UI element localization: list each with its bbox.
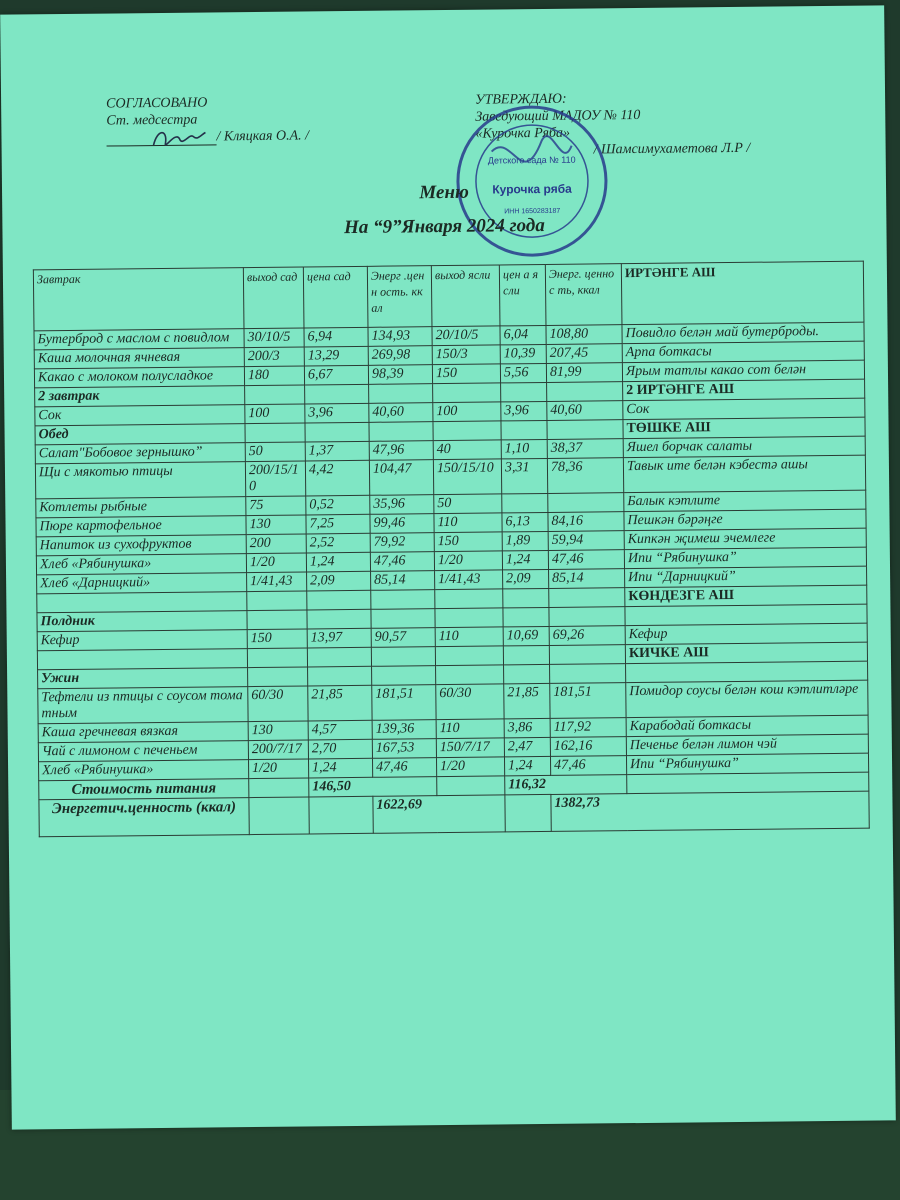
cell-eg: 47,96	[369, 441, 433, 461]
dish-name: Какао с молоком полусладкое	[34, 367, 244, 388]
col-price-garden: цена сад	[303, 266, 368, 328]
cell-og: 30/10/5	[244, 328, 304, 348]
cost-empty	[627, 772, 869, 794]
cell-en: 78,36	[547, 458, 623, 494]
approved-label: УТВЕРЖДАЮ:	[475, 91, 567, 108]
dish-tatar: Яшел борчак салаты	[623, 436, 865, 458]
org-name: «Курочка Ряба»	[475, 125, 571, 142]
cell-eg	[369, 384, 433, 404]
dish-tatar: Кипкән җимеш эчемлеге	[624, 528, 866, 550]
dish-tatar: Печенье белән лимон чэй	[626, 734, 868, 756]
cell-on: 110	[434, 513, 502, 533]
cell-pg: 4,57	[308, 720, 372, 740]
dish-name: Каша гречневая вязкая	[38, 722, 248, 743]
dish-tatar	[626, 661, 868, 683]
cell-on: 100	[433, 402, 501, 422]
dish-name: Ужин	[38, 668, 248, 689]
cell-pn	[504, 664, 550, 683]
cell-en: 85,14	[549, 569, 625, 589]
dish-tatar: Помидор соусы белән кош кэтлитләре	[626, 680, 868, 718]
cell-og: 130	[248, 721, 308, 741]
cell-og: 1/20	[246, 553, 306, 573]
cell-en: 207,45	[546, 344, 622, 364]
col-out-garden: выход сад	[243, 267, 304, 329]
cell-eg: 79,92	[370, 533, 434, 553]
cell-on: 150/7/17	[436, 738, 504, 758]
cell-on: 1/20	[436, 757, 504, 777]
dish-tatar	[625, 604, 867, 626]
dish-tatar: Ипи “Рябинушка”	[624, 547, 866, 569]
cost-empty	[249, 778, 309, 798]
nurse-role: Ст. медсестра	[106, 112, 198, 129]
cell-pn: 2,09	[503, 569, 549, 588]
dish-name: Котлеты рыбные	[36, 497, 246, 518]
cell-eg: 269,98	[368, 346, 432, 366]
cell-pn: 6,04	[500, 325, 546, 344]
cost-empty	[437, 776, 505, 796]
cell-pn: 10,69	[503, 626, 549, 645]
head-role: Заведующий МАДОУ № 110	[475, 107, 641, 125]
cell-og: 100	[245, 404, 305, 424]
cell-en: 117,92	[550, 718, 626, 738]
cell-on	[435, 646, 503, 666]
cell-og: 60/30	[248, 686, 308, 722]
cell-on: 40	[433, 440, 501, 460]
cell-pn: 10,39	[500, 344, 546, 363]
energy-empty	[309, 796, 373, 834]
dish-name: Пюре картофельное	[36, 516, 246, 537]
cell-pg: 3,96	[305, 403, 369, 423]
cell-pg	[308, 666, 372, 686]
cell-on: 20/10/5	[432, 326, 500, 346]
dish-name: Каша молочная ячневая	[34, 348, 244, 369]
cell-og	[248, 667, 308, 687]
head-name: / Шамсимухаметова Л.Р /	[593, 140, 751, 158]
dish-name: Щи с мякотью птицы	[35, 462, 245, 499]
cell-eg	[372, 666, 436, 686]
cell-on: 110	[435, 627, 503, 647]
cell-pn	[501, 382, 547, 401]
cell-on: 150	[434, 532, 502, 552]
cell-pg	[307, 609, 371, 629]
cell-pn: 6,13	[502, 512, 548, 531]
cell-pn: 21,85	[504, 683, 550, 718]
cell-og: 180	[244, 366, 304, 386]
dish-tatar: Пешкән бәрәңге	[624, 509, 866, 531]
cell-on: 50	[434, 494, 502, 514]
cell-pg	[307, 647, 371, 667]
cell-en: 47,46	[550, 756, 626, 776]
menu-table	[33, 261, 870, 838]
cell-on	[433, 421, 501, 441]
cell-pg: 2,70	[308, 739, 372, 759]
page-title: Меню	[419, 181, 469, 204]
nurse-signature	[149, 124, 209, 153]
dish-tatar: Ипи “Рябинушка”	[626, 753, 868, 775]
dish-tatar: Балык кэтлите	[624, 490, 866, 512]
cost-garden: 146,50	[309, 777, 437, 797]
cell-pg	[305, 422, 369, 442]
cell-pg: 2,09	[307, 571, 371, 591]
cell-eg: 99,46	[370, 514, 434, 534]
cell-en: 162,16	[550, 737, 626, 757]
col-tatar: ИРТӘНГЕ АШ	[621, 261, 864, 325]
cell-og: 130	[246, 515, 306, 535]
cell-pg: 1,37	[305, 441, 369, 461]
cost-nursery: 116,32	[505, 775, 627, 795]
cell-pn: 1,89	[502, 531, 548, 550]
dish-name: Салат"Бобовое зернышко”	[35, 443, 245, 464]
dish-tatar: Кефир	[625, 623, 867, 645]
cell-en: 108,80	[546, 325, 622, 345]
cell-on: 110	[436, 719, 504, 739]
cell-en	[549, 588, 625, 608]
cell-pn: 5,56	[500, 363, 546, 382]
dish-tatar: Ипи “Дарницкий”	[625, 566, 867, 588]
cell-og: 200/7/17	[248, 740, 308, 760]
dish-name: Хлеб «Рябинушка»	[36, 554, 246, 575]
energy-empty	[505, 794, 551, 831]
cell-pn: 3,96	[501, 401, 547, 420]
col-out-nursery: выход ясли	[431, 265, 500, 327]
cell-pn: 3,31	[501, 458, 547, 493]
cell-pg: 13,97	[307, 628, 371, 648]
cell-eg: 167,53	[372, 739, 436, 759]
dish-tatar: ТӨШКЕ АШ	[623, 417, 865, 439]
cell-on	[433, 383, 501, 403]
stamp-center-text: Курочка ряба	[492, 181, 572, 197]
dish-name: Обед	[35, 424, 245, 445]
cell-on	[435, 608, 503, 628]
cell-pg: 0,52	[306, 495, 370, 515]
cell-pg: 1,24	[308, 758, 372, 778]
cell-pg: 7,25	[306, 514, 370, 534]
cell-pn: 1,10	[501, 439, 547, 458]
dish-name: Хлеб «Рябинушка»	[39, 760, 249, 781]
col-energy-garden: Энерг .ценн ость. ккал	[367, 266, 432, 328]
cell-en	[549, 645, 625, 665]
cell-pn: 1,24	[504, 756, 550, 775]
cell-en	[547, 382, 623, 402]
energy-garden: 1622,69	[373, 795, 505, 833]
dish-tatar: Сок	[623, 398, 865, 420]
cell-pn	[501, 420, 547, 439]
cell-on: 60/30	[436, 684, 504, 720]
dish-tatar: Карабодай боткасы	[626, 715, 868, 737]
cell-eg: 35,96	[370, 495, 434, 515]
cell-en	[548, 493, 624, 513]
dish-tatar: Ярым татлы какао сот белән	[622, 360, 864, 382]
col-meal: Завтрак	[33, 268, 244, 331]
dish-name	[37, 592, 247, 613]
cell-on: 150/15/10	[433, 459, 501, 495]
cell-on: 1/41,43	[435, 570, 503, 590]
cell-og: 200/3	[244, 347, 304, 367]
cell-eg: 104,47	[369, 460, 433, 496]
cell-pn	[502, 493, 548, 512]
cell-pg: 2,52	[306, 533, 370, 553]
cell-og: 50	[245, 442, 305, 462]
menu-date: На “9”Января 2024 года	[343, 214, 545, 239]
dish-name: Чай с лимоном с печеньем	[38, 741, 248, 762]
stamp-inn: ИНН 1650283187	[504, 207, 561, 216]
col-price-nursery: цен а ясли	[499, 264, 546, 325]
dish-name: 2 завтрак	[35, 386, 245, 407]
cell-og: 1/41,43	[247, 572, 307, 592]
dish-tatar: КИЧКЕ АШ	[625, 642, 867, 664]
cell-og	[245, 385, 305, 405]
dish-name: Хлеб «Дарницкий»	[37, 573, 247, 594]
cost-label: Стоимость питания	[39, 779, 249, 800]
cell-en	[549, 607, 625, 627]
cell-eg: 134,93	[368, 327, 432, 347]
dish-name: Тефтели из птицы с соусом томатным	[38, 687, 248, 724]
cell-en: 38,37	[547, 439, 623, 459]
cell-pn	[503, 588, 549, 607]
dish-tatar: Повидло белән май бутерброды.	[622, 322, 864, 344]
cell-eg: 47,46	[372, 758, 436, 778]
cell-pg: 4,42	[305, 460, 369, 496]
cell-pg	[305, 384, 369, 404]
cell-en	[550, 664, 626, 684]
cell-pn: 1,24	[502, 550, 548, 569]
cell-og: 200	[246, 534, 306, 554]
cell-en	[547, 420, 623, 440]
cell-eg: 181,51	[372, 685, 436, 721]
cell-og	[247, 648, 307, 668]
cell-pg: 13,29	[304, 346, 368, 366]
cell-og	[247, 591, 307, 611]
dish-name: Бутерброд с маслом с повидлом	[34, 329, 244, 350]
cell-en: 47,46	[548, 550, 624, 570]
table-header-row	[33, 261, 864, 331]
cell-en: 181,51	[550, 683, 626, 719]
menu-sheet	[0, 5, 896, 1129]
cell-on	[436, 665, 504, 685]
cell-en: 59,94	[548, 531, 624, 551]
cell-og	[247, 610, 307, 630]
cell-eg	[371, 609, 435, 629]
cell-en: 84,16	[548, 512, 624, 532]
cell-pg: 1,24	[306, 552, 370, 572]
cell-en: 40,60	[547, 401, 623, 421]
cell-on: 1/20	[434, 551, 502, 571]
energy-row	[39, 791, 869, 837]
cell-og: 75	[246, 496, 306, 516]
cell-eg	[371, 647, 435, 667]
energy-empty	[249, 797, 309, 835]
col-energy-nursery: Энерг. ценнос ть, ккал	[545, 264, 622, 326]
cell-on	[435, 589, 503, 609]
cell-en: 81,99	[546, 363, 622, 383]
cell-pg: 6,67	[304, 365, 368, 385]
cell-pg: 6,94	[304, 327, 368, 347]
cell-eg: 85,14	[371, 571, 435, 591]
dish-tatar: Тавык ите белән кэбестә ашы	[623, 455, 865, 493]
cell-eg	[371, 590, 435, 610]
stamp-ring-text: Детского сада № 110	[487, 154, 576, 166]
energy-nursery: 1382,73	[551, 791, 869, 831]
energy-label: Энергетич.ценность (ккал)	[39, 798, 249, 837]
cell-eg: 98,39	[368, 365, 432, 385]
menu-body	[34, 322, 869, 781]
cell-eg: 139,36	[372, 720, 436, 740]
cell-pn	[503, 607, 549, 626]
cell-eg	[369, 422, 433, 442]
dish-tatar: 2 ИРТӘНГЕ АШ	[623, 379, 865, 401]
cell-eg: 40,60	[369, 403, 433, 423]
cell-eg: 47,46	[370, 552, 434, 572]
cell-eg: 90,57	[371, 628, 435, 648]
dish-name: Кефир	[37, 630, 247, 651]
dish-name: Сок	[35, 405, 245, 426]
cell-on: 150	[432, 364, 500, 384]
dish-name: Напиток из сухофруктов	[36, 535, 246, 556]
cell-en: 69,26	[549, 626, 625, 646]
dish-tatar: Арпа боткасы	[622, 341, 864, 363]
cell-pn	[503, 645, 549, 664]
cell-pn: 2,47	[504, 737, 550, 756]
cell-pn: 3,86	[504, 718, 550, 737]
cell-og: 200/15/10	[245, 461, 305, 497]
dish-name: Полдник	[37, 611, 247, 632]
cell-og: 150	[247, 629, 307, 649]
cell-og: 1/20	[249, 759, 309, 779]
dish-name	[37, 649, 247, 670]
cell-pg: 21,85	[308, 685, 372, 721]
agreed-label: СОГЛАСОВАНО	[106, 95, 208, 112]
nurse-name: / Кляцкая О.А. /	[216, 128, 310, 145]
cell-og	[245, 423, 305, 443]
dish-tatar: КӨНДЕЗГЕ АШ	[625, 585, 867, 607]
cell-on: 150/3	[432, 345, 500, 365]
cell-pg	[307, 590, 371, 610]
